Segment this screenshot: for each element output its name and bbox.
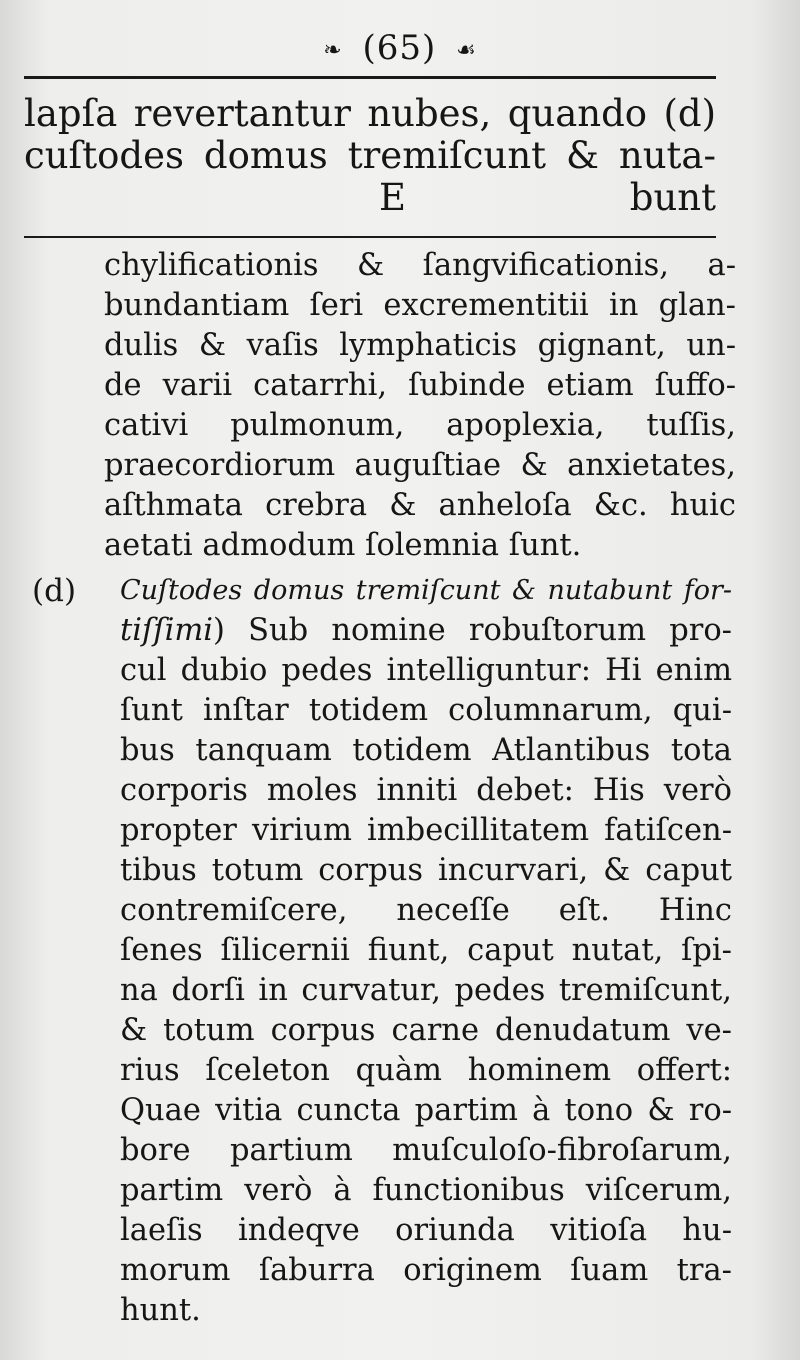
- note-d-line: hunt.: [120, 1293, 201, 1328]
- note-c-line: dulis & vaſis lymphaticis gignant, un-: [104, 328, 736, 363]
- note-d-line: propter virium imbecillitatem fatiſcen-: [120, 813, 732, 848]
- note-d-line: cul dubio pedes intelliguntur: Hi enim: [120, 653, 732, 688]
- header-rule: [24, 76, 716, 79]
- note-c-line: aetati admodum ſolemnia ſunt.: [104, 528, 582, 563]
- note-d-line: Quae vitia cuncta partim à tono & ro-: [120, 1093, 732, 1128]
- note-d-line: ſunt inſtar totidem columnarum, qui-: [120, 693, 732, 728]
- page-number: (65): [362, 28, 437, 68]
- note-c-line: aſthmata crebra & anheloſa &c. huic: [104, 488, 736, 523]
- note-c-line: cativi pulmonum, apoplexia, tuſſis,: [104, 408, 736, 443]
- catchword: bunt: [629, 176, 716, 219]
- bible-line-1: lapſa revertantur nubes, quando (d): [24, 92, 716, 135]
- note-d-lemma-line: Cuſtodes domus tremiſcunt & nutabunt for-: [120, 575, 732, 606]
- note-c-line: bundantiam ſeri excrementitii in glan-: [104, 288, 736, 323]
- ornament-left-icon: ❧: [323, 37, 343, 63]
- note-d-line: bore partium muſculoſo-fibroſarum,: [120, 1133, 732, 1168]
- note-d-line: corporis moles inniti debet: His verò: [120, 773, 732, 808]
- note-c-line: chylificationis & ſangvificationis, a-: [104, 248, 736, 283]
- note-d-lemma-italic: tiſſimi: [120, 613, 214, 648]
- signature-mark: E: [379, 176, 407, 219]
- note-d-line: contremiſcere, neceſſe eſt. Hinc: [120, 893, 732, 928]
- bible-line-2: cuſtodes domus tremiſcunt & nuta-: [24, 134, 716, 177]
- note-c-line: praecordiorum auguſtiae & anxietates,: [104, 448, 736, 483]
- note-d-lemma-line: [120, 611, 732, 651]
- note-d-line: bus tanquam totidem Atlantibus tota: [120, 733, 732, 768]
- note-d-line: laeſis indeqve oriunda vitioſa hu-: [120, 1213, 732, 1248]
- page-header: [0, 28, 800, 68]
- note-d-line: morum ſaburra originem ſuam tra-: [120, 1253, 732, 1288]
- note-d-line: ſenes ſilicernii fiunt, caput nutat, ſpi-: [120, 933, 732, 968]
- ornament-right-icon: ☙: [456, 37, 477, 63]
- note-d-line: rius ſceleton quàm hominem offert:: [120, 1053, 732, 1088]
- note-d-marker: (d): [32, 573, 77, 609]
- note-d-line: na dorſi in curvatur, pedes tremiſcunt,: [120, 973, 732, 1008]
- note-d-lemma-rest: ) Sub nomine robuſtorum pro-: [213, 613, 732, 648]
- note-d-line: tibus totum corpus incurvari, & caput: [120, 853, 732, 888]
- notes-rule: [24, 236, 716, 238]
- note-c-line: de varii catarrhi, ſubinde etiam ſuffo-: [104, 368, 736, 403]
- note-d-line: & totum corpus carne denudatum ve-: [120, 1013, 732, 1048]
- note-d-line: partim verò à functionibus viſcerum,: [120, 1173, 732, 1208]
